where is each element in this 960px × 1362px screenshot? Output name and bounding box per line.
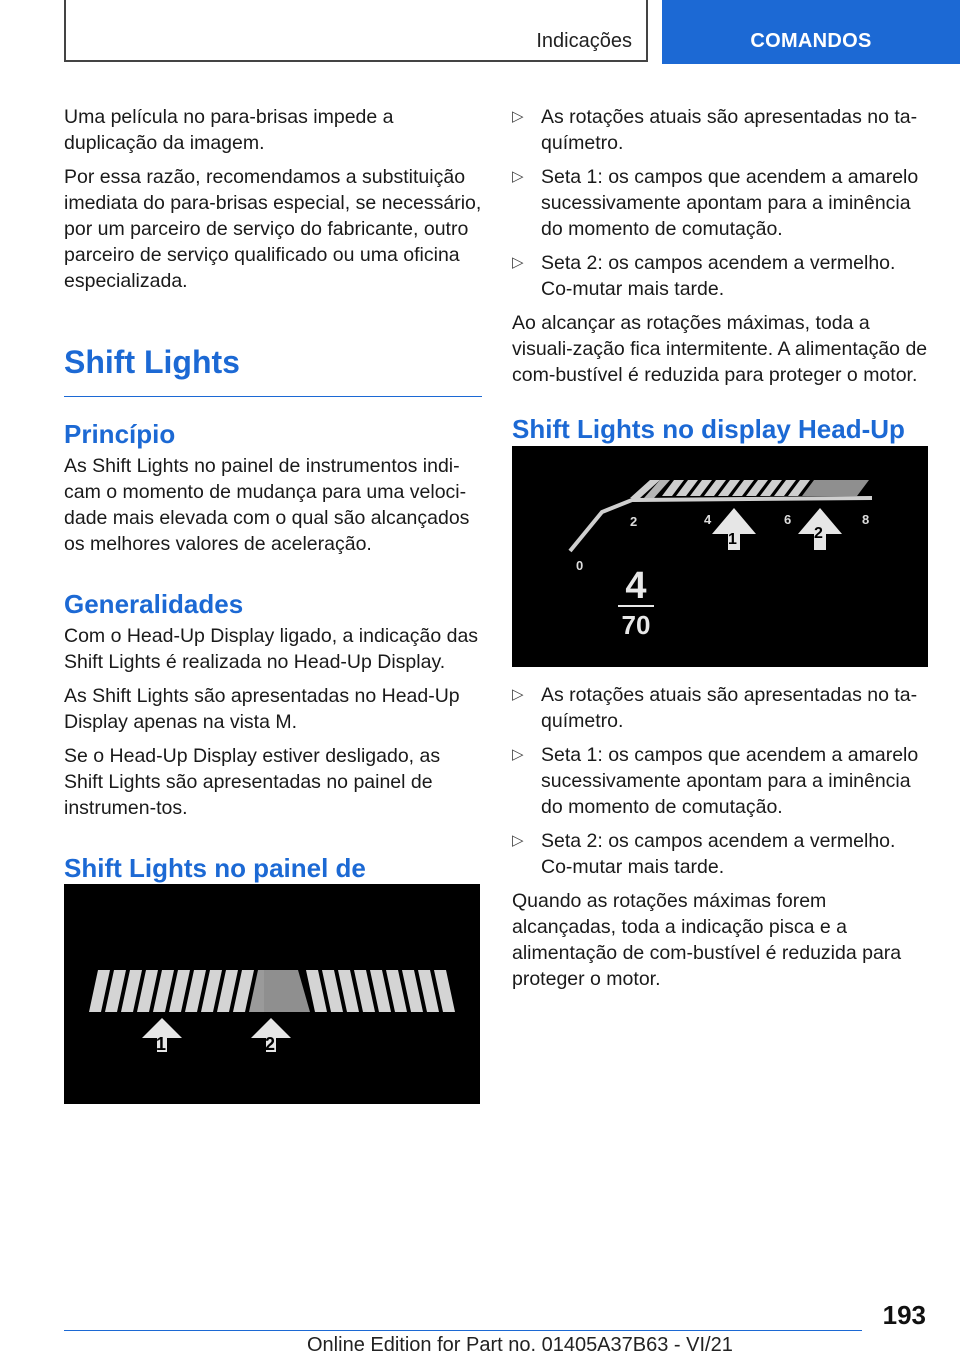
heading-principio: Princípio [64, 419, 176, 449]
hud-tick-0: 0 [576, 558, 584, 573]
figure-head-up-display [512, 446, 928, 667]
hud-arrow-2-label: 2 [814, 525, 823, 542]
paragraph: Quando as rotações máximas forem alcançadas, toda a indicação pisca e a alimentação de com‐bustível é reduzida para proteger o motor. [512, 890, 902, 990]
paragraph: Com o Head-Up Display ligado, a indicação das Shift Lights é realizada no Head-Up Display. [64, 625, 479, 673]
footer-rule [64, 1330, 862, 1331]
paragraph: Ao alcançar as rotações máximas, toda a visuali‐zação fica intermitente. A alimentação de com‐bustível é reduzida para proteger o motor. [512, 312, 928, 386]
paragraph: Por essa razão, recomendamos a substituição imediata do para-brisas especial, se necessário, por um parceiro de serviço do fabricante, outro parceiro de serviço qualificado ou uma oficina especializada. [64, 166, 482, 292]
shift-light-segments [89, 970, 455, 1012]
paragraph: Uma película no para-brisas impede a duplicação da imagem. [64, 106, 394, 154]
right-column [512, 104, 930, 448]
hud-speed: 70 [621, 610, 651, 640]
hud-tick-8: 8 [862, 512, 870, 527]
figure-instrument-cluster [64, 884, 480, 1104]
shift-lights-cluster-graphic [64, 884, 480, 1104]
header-section-box [64, 0, 648, 62]
heading-painel: Shift Lights no painel de [64, 853, 366, 883]
paragraph: Se o Head-Up Display estiver desligado, as Shift Lights são apresentadas no painel de instrumen‐tos. [64, 745, 441, 819]
bullet-list-2 [512, 682, 930, 880]
heading-hud: Shift Lights no display Head-Up [512, 414, 905, 444]
bullet-list-1 [512, 104, 930, 302]
right-column-lower [512, 682, 930, 1000]
hud-arrow-1-label: 1 [728, 531, 737, 548]
hud-gear: 4 [625, 565, 647, 607]
hud-tick-2: 2 [630, 514, 638, 529]
page-number: 193 [882, 1300, 926, 1330]
arrow-2-label: 2 [265, 1034, 276, 1054]
footer-edition: Online Edition for Part no. 01405A37B63 - VI/21 [307, 1334, 733, 1356]
header-section-label: Indicações [536, 30, 632, 52]
list-item: ▷ Seta 1: os campos que acendem a amarelo sucessivamente apontam para a iminência do momento de comutação. [512, 164, 930, 242]
list-item: ▷ As rotações atuais são apresentadas no ta‐químetro. [512, 104, 930, 156]
paragraph: As Shift Lights são apresentadas no Head-Up Display apenas na vista M. [64, 685, 460, 733]
list-item: ▷ Seta 1: os campos que acendem a amarelo sucessivamente apontam para a iminência do momento de comutação. [512, 742, 930, 820]
hud-shift-lights-graphic [512, 446, 928, 667]
list-item: ▷ As rotações atuais são apresentadas no ta‐químetro. [512, 682, 930, 734]
hud-tick-6: 6 [784, 512, 792, 527]
left-column [64, 104, 482, 917]
arrow-1-label: 1 [156, 1034, 167, 1054]
heading-generalidades: Generalidades [64, 589, 244, 619]
paragraph: As Shift Lights no painel de instrumentos indi‐cam o momento de mudança para uma veloci‐dade mais elevada com o qual são alcançados os melhores valores de aceleração. [64, 455, 470, 555]
hud-tick-4: 4 [704, 512, 712, 527]
header-chapter-label: COMANDOS [750, 30, 872, 52]
hud-segments [630, 480, 869, 498]
section-title: Shift Lights [64, 344, 240, 380]
header-chapter-tab [662, 0, 960, 64]
list-item: ▷ Seta 2: os campos acendem a vermelho. Co‐mutar mais tarde. [512, 250, 930, 302]
list-item: ▷ Seta 2: os campos acendem a vermelho. Co‐mutar mais tarde. [512, 828, 930, 880]
